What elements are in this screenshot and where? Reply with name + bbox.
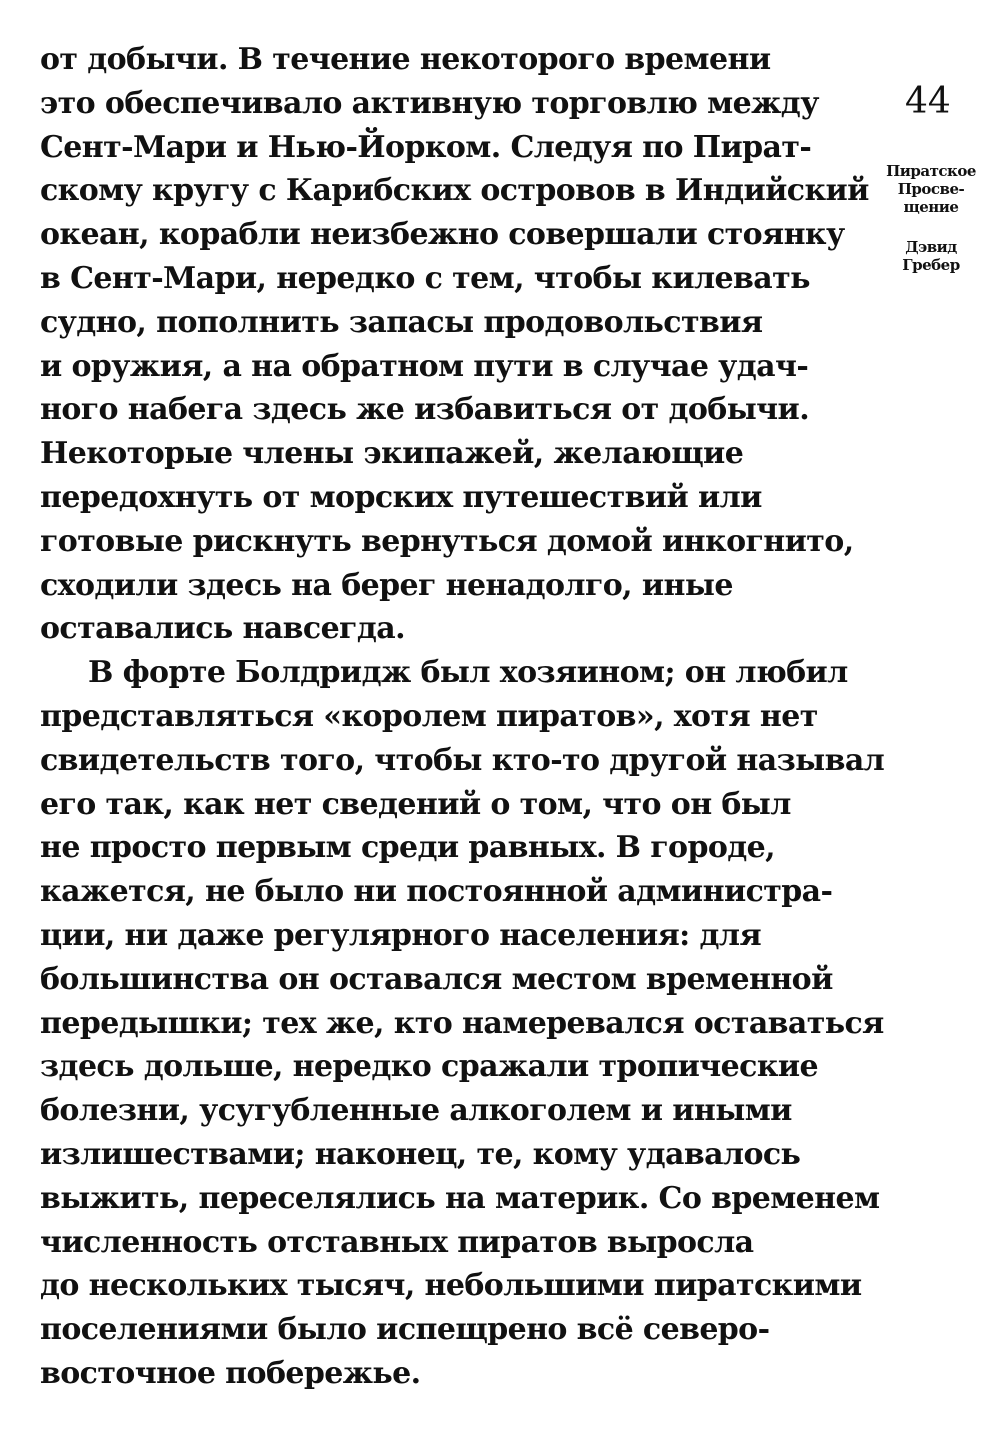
book-title-line: Пиратское [886, 162, 976, 180]
book-title [872, 162, 990, 216]
author-line: Дэвид [905, 238, 957, 256]
text-line: ции, ни даже регулярного населения: для [40, 917, 762, 953]
text-line: Некоторые члены экипажей, желающие [40, 436, 744, 472]
book-title-line: щение [903, 198, 959, 216]
page-number: 44 [905, 81, 951, 122]
text-line: готовые рискнуть вернуться домой инкогнито, [40, 523, 854, 559]
text-line: излишествами; наконец, те, кому удавалось [40, 1136, 801, 1172]
text-line: Сент-Мари и Нью-Йорком. Следуя по Пират- [40, 129, 812, 165]
author-name [872, 238, 990, 274]
author-line: Гребер [902, 256, 960, 274]
text-line: ного набега здесь же избавиться от добычи. [40, 392, 810, 428]
text-line: оставались навсегда. [40, 611, 405, 647]
text-line: это обеспечивало активную торговлю между [40, 85, 819, 121]
text-line: передышки; тех же, кто намеревался оставаться [40, 1005, 884, 1041]
text-line: представляться «королем пиратов», хотя нет [40, 698, 818, 734]
text-line: свидетельств того, чтобы кто-то другой называл [40, 742, 885, 778]
text-line: кажется, не было ни постоянной администра- [40, 874, 833, 910]
text-line: численность отставных пиратов выросла [40, 1224, 754, 1260]
text-line: океан, корабли неизбежно совершали стоянку [40, 217, 845, 253]
text-line: в Сент-Мари, нередко с тем, чтобы килевать [40, 260, 810, 296]
text-line: болезни, усугубленные алкоголем и иными [40, 1093, 792, 1129]
text-line: скому кругу с Карибских островов в Индийский [40, 173, 869, 209]
text-line-indented: В форте Болдридж был хозяином; он любил [88, 655, 848, 691]
running-head [872, 162, 990, 296]
text-line: восточное побережье. [40, 1355, 421, 1391]
text-line: от добычи. В течение некоторого времени [40, 42, 771, 77]
text-line: передохнуть от морских путешествий или [40, 479, 762, 515]
text-line: до нескольких тысяч, небольшими пиратскими [40, 1268, 862, 1304]
text-line: не просто первым среди равных. В городе, [40, 830, 775, 866]
text-line: поселениями было испещрено всё северо- [40, 1312, 770, 1348]
text-line: и оружия, а на обратном пути в случае удач- [40, 348, 809, 384]
text-line: выжить, переселялись на материк. Со временем [40, 1180, 880, 1216]
book-title-line: Просве- [897, 180, 965, 198]
text-line: судно, пополнить запасы продовольствия [40, 304, 763, 340]
text-line: сходили здесь на берег ненадолго, иные [40, 567, 733, 603]
body-text [40, 38, 885, 1396]
text-line: большинства он оставался местом временной [40, 961, 833, 997]
text-line: здесь дольше, нередко сражали тропические [40, 1049, 819, 1085]
text-line: его так, как нет сведений о том, что он был [40, 786, 791, 822]
